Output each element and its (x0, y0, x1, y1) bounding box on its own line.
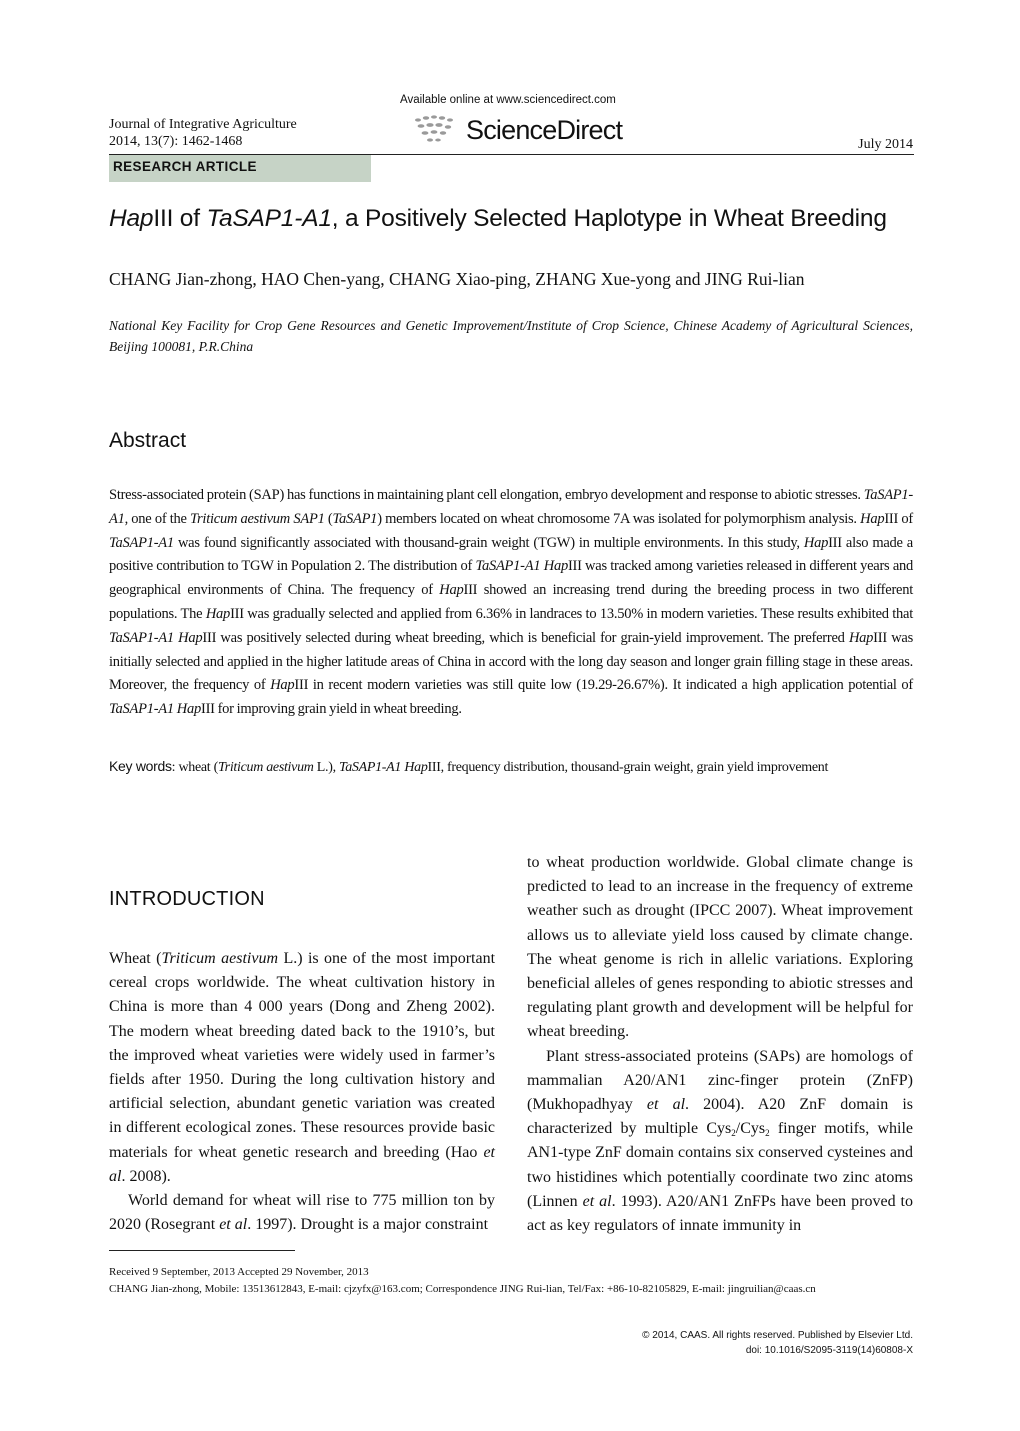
intro-paragraph-2: World demand for wheat will rise to 775 million ton by 2020 (Rosegrant et al. 1997). Drought is a major constraint (109, 1192, 495, 1234)
intro-paragraph-1: Wheat (Triticum aestivum L.) is one of the most important cereal crops worldwide. The wheat cultivation history in China is more than 4 000 years (Dong and Zheng 2002). The modern wheat breeding dated back to the 1910’s, but the improved wheat varieties were widely used in farmer’s fields after 1950. During the long cultivation history and artificial selection, abundant genetic variation was created in different ecological zones. These resources provide basic materials for wheat genetic research and breeding (Hao et al. 2008). (109, 950, 496, 1185)
affiliation: National Key Facility for Crop Gene Resources and Genetic Improvement/Institute of Crop Science, Chinese Academy of Agricultural Sciences, Beijing 100081, P.R.China (109, 318, 913, 354)
doi: doi: 10.1016/S2095-3119(14)60808-X (745, 1345, 913, 1356)
author-list: CHANG Jian-zhong, HAO Chen-yang, CHANG Xiao-ping, ZHANG Xue-yong and JING Rui-lian (109, 269, 805, 289)
keywords-label: Key words (109, 758, 172, 774)
introduction-heading: INTRODUCTION (109, 888, 265, 910)
body-column-right (527, 851, 913, 1238)
intro-paragraph-2-continued: to wheat production worldwide. Global climate change is predicted to lead to an increase in the frequency of extreme weather such as drought (IPCC 2007). Wheat improvement allows us to alleviate yield loss caused by climate change. The wheat genome is rich in allelic variations. Exploring beneficial alleles of genes responding to abiotic stresses and regulating plant growth and development will be helpful for wheat breeding. (527, 854, 913, 1041)
journal-volume: 2014, 13(7): 1462-1468 (109, 134, 243, 149)
author-contact: CHANG Jian-zhong, Mobile: 13513612843, E-mail: cjzyfx@163.com; Correspondence JING Rui-lian, Tel/Fax: +86-10-82105829, E-mail: jingruilian@caas.cn (109, 1283, 816, 1295)
sciencedirect-logo (412, 112, 622, 148)
received-dates: Received 9 September, 2013 Accepted 29 November, 2013 (109, 1266, 369, 1278)
abstract-heading: Abstract (109, 429, 187, 452)
article-type-banner (109, 155, 371, 182)
journal-name: Journal of Integrative Agriculture (109, 117, 297, 132)
article-title: HapIII of TaSAP1-A1, a Positively Selected Haplotype in Wheat Breeding (109, 205, 887, 232)
sciencedirect-logo-icon (412, 114, 458, 146)
sciencedirect-logo-text: ScienceDirect (466, 114, 623, 145)
body-column-left (109, 947, 495, 1237)
available-online-text: Available online at www.sciencedirect.com (400, 94, 616, 106)
keywords: Key words: wheat (Triticum aestivum L.), TaSAP1-A1 HapIII, frequency distribution, thousand-grain weight, grain yield improvement (109, 758, 829, 775)
footnote-divider (109, 1250, 295, 1251)
article-type-label: RESEARCH ARTICLE (113, 159, 257, 174)
issue-date: July 2014 (858, 137, 913, 152)
copyright-notice: © 2014, CAAS. All rights reserved. Published by Elsevier Ltd. (642, 1330, 913, 1341)
intro-paragraph-3: Plant stress-associated proteins (SAPs) are homologs of mammalian A20/AN1 zinc-finger protein (ZnFP) (Mukhopadhyay et al. 2004). A20 ZnF domain is characterized by multiple Cys$_2$/Cys$_2$ finger motifs, while AN1-type ZnF domain contains six conserved cysteines and two histidines which potentially coordinate two zinc atoms (Linnen et al. 1993). A20/AN1 ZnFPs have been proved to act as key regulators of innate immunity in (527, 1047, 914, 1235)
abstract-body: Stress-associated protein (SAP) has functions in maintaining plant cell elongation, embryo development and response to abiotic stresses. TaSAP1-A1, one of the Triticum aestivum SAP1 (TaSAP1) members located on wheat chromosome 7A was isolated for polymorphism analysis. HapIII of TaSAP1-A1 was found significantly associated with thousand-grain weight (TGW) in multiple environments. In this study, HapIII also made a positive contribution to TGW in Population 2. The distribution of TaSAP1-A1 HapIII was tracked among varieties released in different years and geographical environments of China. The frequency of HapIII showed an increasing trend during the breeding process in two different populations. The HapIII was gradually selected and applied from 6.36% in landraces to 13.50% in modern varieties. These results exhibited that TaSAP1-A1 HapIII was positively selected during wheat breeding, which is beneficial for grain-yield improvement. The preferred HapIII was initially selected and applied in the higher latitude areas of China in accord with the long day season and longer grain filling stage in these areas. Moreover, the frequency of HapIII in recent modern varieties was still quite low (19.29-26.67%). It indicated a high application potential of TaSAP1-A1 HapIII for improving grain yield in wheat breeding. (109, 487, 914, 718)
